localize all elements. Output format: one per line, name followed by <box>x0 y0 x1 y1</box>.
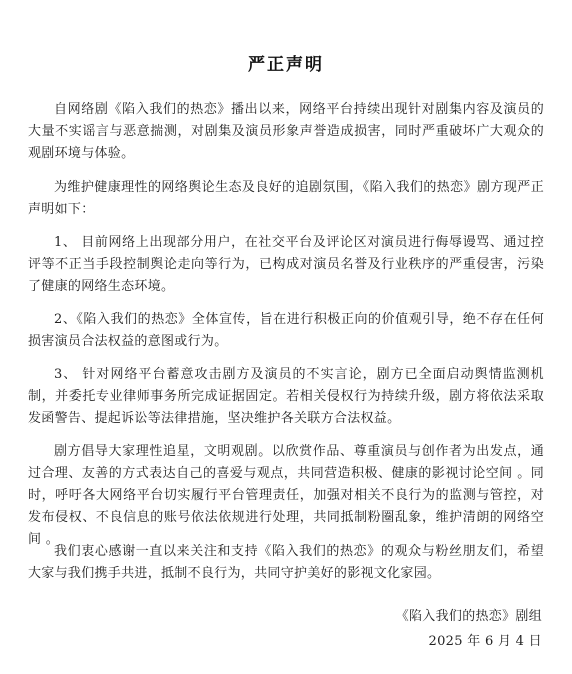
document-title: 严正声明 <box>248 55 324 75</box>
paragraph-intro: 自网络剧《陷入我们的热恋》播出以来，网络平台持续出现针对剧集内容及演员的大量不实谣言与恶意揣测，对剧集及演员形象声誉造成损害，同时严重破坏广大观众的观剧环境与体验。 <box>28 102 544 161</box>
signature-organization: 《陷入我们的热恋》剧组 <box>395 609 542 624</box>
paragraph-appeal: 剧方倡导大家理性追星，文明观剧。以欣赏作品、尊重演员与创作者为出发点，通过合理、友善的方式表达自己的喜爱与观点，共同营造积极、健康的影视讨论空间 。同时，呼吁各大网络平台切实履行平台管理责任，加强对相关不良行为的监测与管控，对发布侵权、不良信息的账号依法依规进行处理，共同抵制粉圈乱象，维护清朗的网络空间 。 <box>28 444 544 547</box>
paragraph-declaration-lead: 为维护健康理性的网络舆论生态及良好的追剧氛围，《陷入我们的热恋》剧方现严正声明如下： <box>28 180 544 217</box>
paragraph-point-2: 2、《陷入我们的热恋》全体宣传，旨在进行积极正向的价值观引导，绝不存在任何损害演员合法权益的意图或行为。 <box>28 312 544 349</box>
paragraph-thanks: 我们衷心感谢一直以来关注和支持《陷入我们的热恋》的观众与粉丝朋友们，希望大家与我们携手共进，抵制不良行为，共同守护美好的影视文化家园。 <box>28 544 544 581</box>
paragraph-point-3: 3、 针对网络平台蓄意攻击剧方及演员的不实言论，剧方已全面启动舆情监测机制，并委托专业律师事务所完成证据固定。若相关侵权行为持续升级，剧方将依法采取发函警告、提起诉讼等法律措施，坚决维护各关联方合法权益。 <box>28 367 544 426</box>
paragraph-point-1: 1、 目前网络上出现部分用户，在社交平台及评论区对演员进行侮辱谩骂、通过控评等不正当手段控制舆论走向等行为，已构成对演员名誉及行业秩序的严重侵害，污染了健康的网络生态环境。 <box>28 235 544 294</box>
signature-date: 2025 年 6 月 4 日 <box>428 634 542 649</box>
